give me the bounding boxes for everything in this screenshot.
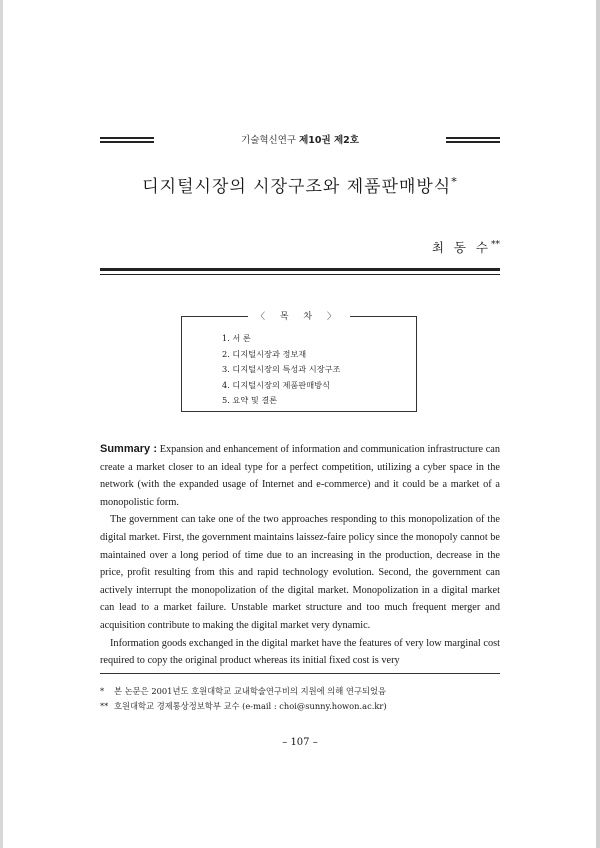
footnotes [100, 684, 510, 714]
title-text: 디지털시장의 시장구조와 제품판매방식 [142, 177, 452, 197]
header-rule-left [100, 137, 154, 143]
title-divider [100, 268, 500, 275]
toc-item: 2. 디지털시장과 정보재 [222, 348, 307, 359]
page-number: – 107 – [282, 737, 318, 748]
toc-item: 5. 요약 및 결론 [222, 395, 278, 405]
toc-item: 3. 디지털시장의 특성과 시장구조 [222, 364, 341, 374]
footnote [100, 699, 510, 714]
summary-paragraph [100, 441, 500, 511]
footnote [100, 684, 510, 699]
summary-paragraph: Information goods exchanged in the digital market have the features of very low marginal cost required to copy the original product whereas its initial fixed cost is very [100, 637, 500, 667]
summary-text: Expansion and enhancement of information and communication infrastructure can create a market closer to an ideal type for a perfect competition, utilizing a cyber space in the network (with the expanded usage of Internet and e-commerce) and it could be a market of a monopolistic form. [100, 444, 500, 508]
header-rule-right [446, 137, 500, 143]
toc-item: 4. 디지털시장의 제품판매방식 [222, 379, 330, 390]
volume-issue: 제10권 제2호 [299, 135, 359, 146]
scan-edge-left [0, 0, 3, 848]
toc-item: 1. 서 론 [222, 333, 251, 343]
toc-list [222, 331, 340, 409]
footnote-mark: * [100, 686, 105, 696]
journal-name: 기술혁신연구 [241, 135, 297, 146]
footnote-divider [100, 673, 500, 674]
summary-section [100, 441, 500, 670]
table-of-contents [181, 312, 417, 412]
author-name: 최 동 수 [431, 240, 491, 255]
author [432, 238, 500, 256]
header-text [158, 132, 442, 146]
footnote-text: 호원대학교 경제통상정보학부 교수 (e-mail : choi@sunny.howon.ac.kr) [114, 701, 387, 711]
author-footnote-mark: ** [491, 239, 500, 250]
summary-label: Summary : [100, 443, 157, 455]
footnote-text: 본 논문은 2001년도 호원대학교 교내학술연구비의 지원에 의해 연구되었음 [114, 686, 387, 696]
running-header [100, 132, 500, 148]
footnote-mark: ** [100, 701, 109, 711]
summary-paragraph: The government can take one of the two approaches responding to this monopolization of the digital market. First, the government maintains laissez-faire policy since the monopoly cannot be maintained over a long period of time due to an increasing in the production, decrease in the price, profit resulting from this and rapid technology evolution. Second, the government can actively interrupt the monopolization of the digital market. Monopolization in a digital market can lead to a market failure. Unstable market structure and too much frequent merger and acquisition contribute to making the digital market very dynamic. [100, 514, 500, 631]
toc-heading: 〈 목 차 〉 [248, 309, 350, 322]
scan-edge-right [596, 0, 600, 848]
title-footnote-mark: * [451, 175, 458, 189]
paper-title [0, 172, 600, 197]
